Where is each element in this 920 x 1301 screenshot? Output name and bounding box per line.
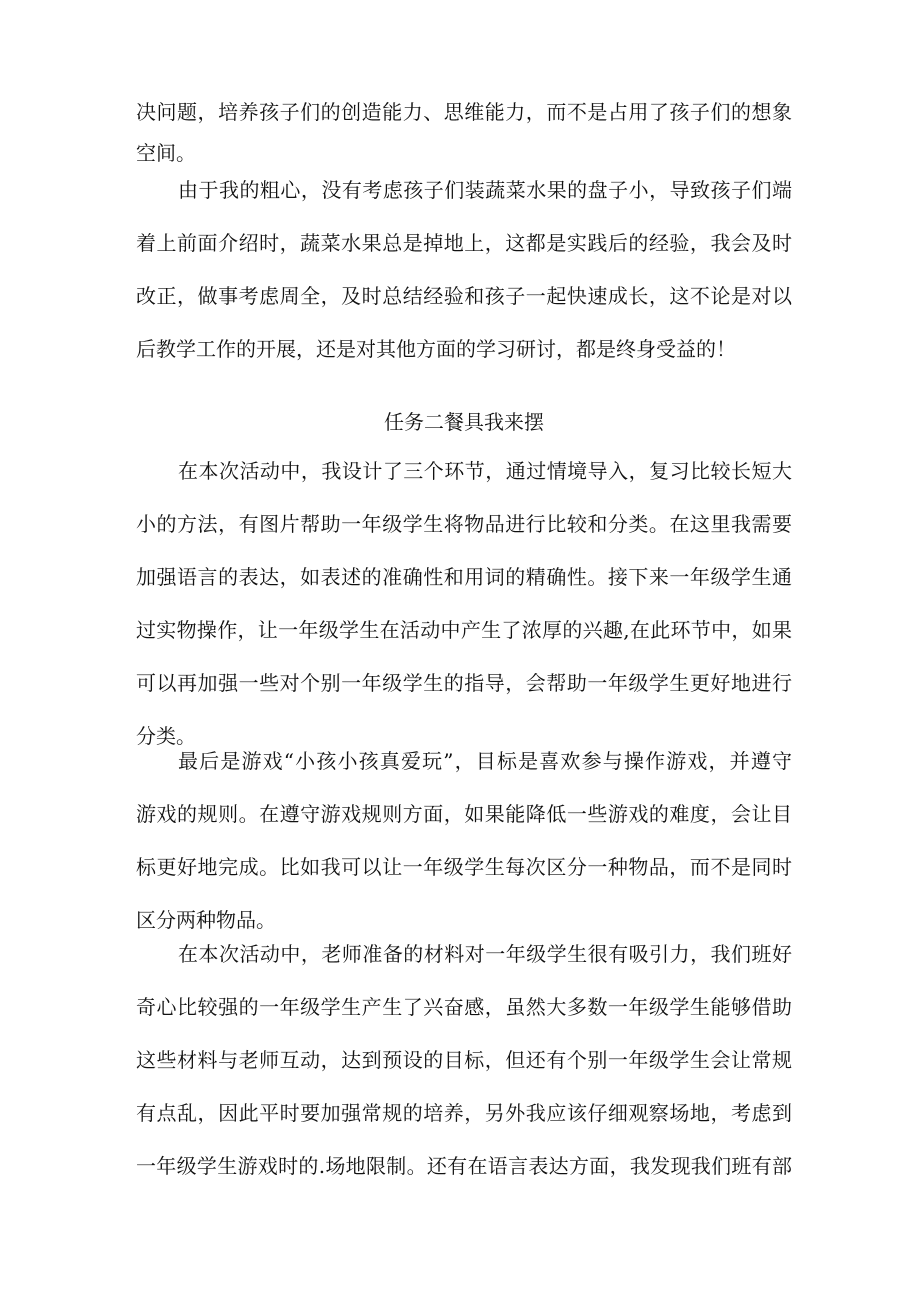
paragraph-line: 由于我的粗心，没有考虑孩子们装蔬菜水果的盘子小，导致孩子们端 [178, 178, 792, 202]
paragraph-line: 改正，做事考虑周全，及时总结经验和孩子一起快速成长，这不论是对以 [136, 284, 792, 308]
paragraph-line: 着上前面介绍时，蔬菜水果总是掉地上，这都是实践后的经验，我会及时 [136, 231, 792, 255]
paragraph-line: 后教学工作的开展，还是对其他方面的学习研讨，都是终身受益的！ [136, 337, 736, 361]
paragraph-line: 在本次活动中，老师准备的材料对一年级学生很有吸引力，我们班好 [178, 942, 792, 966]
paragraph-line: 可以再加强一些对个别一年级学生的指导，会帮助一年级学生更好地进行 [136, 671, 792, 695]
paragraph-line: 奇心比较强的一年级学生产生了兴奋感，虽然大多数一年级学生能够借助 [136, 995, 792, 1019]
paragraph-game-rules [136, 735, 792, 947]
paragraph-line: 空间。 [136, 141, 196, 165]
intro-paragraph [136, 86, 792, 167]
paragraph-line: 一年级学生游戏时的.场地限制。还有在语言表达方面，我发现我们班有部 [136, 1154, 792, 1178]
paragraph-line: 过实物操作，让一年级学生在活动中产生了浓厚的兴趣,在此环节中，如果 [136, 618, 792, 642]
paragraph-line: 有点乱，因此平时要加强常规的培养，另外我应该仔细观察场地，考虑到 [136, 1101, 792, 1125]
paragraph-line: 决问题，培养孩子们的创造能力、思维能力，而不是占用了孩子们的想象 [136, 100, 792, 124]
paragraph-line: 区分两种物品。 [136, 908, 276, 932]
paragraph-materials [136, 928, 792, 1193]
paragraph-line: 游戏的规则。在遵守游戏规则方面，如果能降低一些游戏的难度，会让目 [136, 802, 792, 826]
paragraph-line: 最后是游戏“小孩小孩真爱玩”，目标是喜欢参与操作游戏，并遵守 [178, 749, 792, 773]
section-heading: 任务二餐具我来摆 [384, 410, 544, 434]
paragraph-careless-reflection [136, 164, 792, 376]
paragraph-line: 这些材料与老师互动，达到预设的目标，但还有个别一年级学生会让常规 [136, 1048, 792, 1072]
paragraph-line: 小的方法，有图片帮助一年级学生将物品进行比较和分类。在这里我需要 [136, 512, 792, 536]
paragraph-line: 分类。 [136, 724, 196, 748]
paragraph-line: 在本次活动中，我设计了三个环节，通过情境导入，复习比较长短大 [178, 459, 792, 483]
paragraph-line: 加强语言的表达，如表述的准确性和用词的精确性。接下来一年级学生通 [136, 565, 792, 589]
paragraph-line: 标更好地完成。比如我可以让一年级学生每次区分一种物品，而不是同时 [136, 855, 792, 879]
paragraph-activity-design [136, 445, 792, 763]
